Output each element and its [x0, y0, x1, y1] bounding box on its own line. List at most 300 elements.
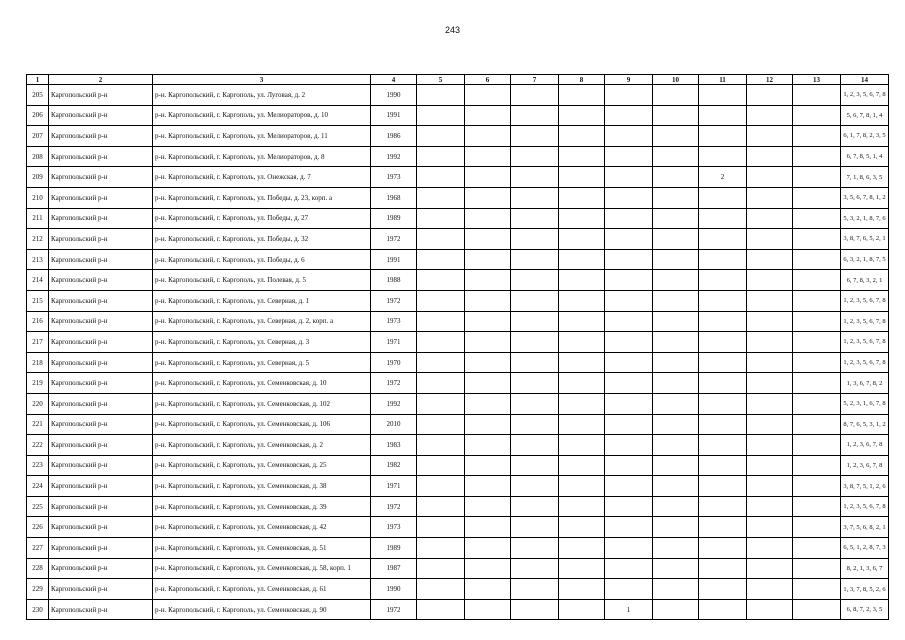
cell-8: [559, 558, 605, 579]
cell-5: [417, 229, 465, 250]
row-number: 210: [27, 187, 49, 208]
cell-12: [747, 105, 793, 126]
column-header-3: 3: [153, 75, 371, 85]
cell-10: [653, 208, 699, 229]
cell-11: [699, 290, 747, 311]
row-number: 205: [27, 85, 49, 106]
cell-7: [511, 187, 559, 208]
cell-7: [511, 558, 559, 579]
cell-12: [747, 187, 793, 208]
cell-13: [793, 538, 841, 559]
table-body: [27, 85, 889, 620]
year-cell: 1971: [371, 332, 417, 353]
cell-7: [511, 290, 559, 311]
cell-11: [699, 435, 747, 456]
table-row: [27, 476, 889, 497]
cell-14: 1, 3, 7, 8, 5, 2, 6: [841, 579, 889, 600]
cell-14: 7, 1, 8, 6, 3, 5: [841, 167, 889, 188]
year-cell: 1986: [371, 126, 417, 147]
address-cell: р-н. Каргопольский, г. Каргополь, ул. Семенковская, д. 10: [153, 373, 371, 394]
cell-5: [417, 414, 465, 435]
cell-10: [653, 249, 699, 270]
cell-9: [605, 373, 653, 394]
cell-9: [605, 455, 653, 476]
cell-14: 3, 8, 7, 5, 1, 2, 6: [841, 476, 889, 497]
cell-9: [605, 126, 653, 147]
year-cell: 1991: [371, 249, 417, 270]
cell-11: [699, 249, 747, 270]
table-row: [27, 352, 889, 373]
cell-7: [511, 332, 559, 353]
cell-8: [559, 599, 605, 620]
district-cell: Каргопольский р-н: [49, 208, 153, 229]
table-row: [27, 126, 889, 147]
table-row: [27, 455, 889, 476]
address-cell: р-н. Каргопольский, г. Каргополь, ул. Мелиораторов, д. 8: [153, 146, 371, 167]
cell-10: [653, 146, 699, 167]
cell-12: [747, 270, 793, 291]
cell-11: [699, 496, 747, 517]
cell-14: 6, 1, 7, 8, 2, 3, 5: [841, 126, 889, 147]
column-header-10: 10: [653, 75, 699, 85]
year-cell: 1990: [371, 85, 417, 106]
cell-13: [793, 599, 841, 620]
address-cell: р-н. Каргопольский, г. Каргополь, ул. Северная, д. 3: [153, 332, 371, 353]
cell-12: [747, 352, 793, 373]
cell-8: [559, 332, 605, 353]
cell-11: [699, 517, 747, 538]
cell-11: [699, 208, 747, 229]
district-cell: Каргопольский р-н: [49, 146, 153, 167]
cell-11: [699, 373, 747, 394]
cell-12: [747, 249, 793, 270]
cell-5: [417, 393, 465, 414]
row-number: 215: [27, 290, 49, 311]
cell-8: [559, 146, 605, 167]
cell-11: [699, 229, 747, 250]
cell-9: [605, 105, 653, 126]
address-cell: р-н. Каргопольский, г. Каргополь, ул. Победы, д. 32: [153, 229, 371, 250]
cell-9: [605, 496, 653, 517]
district-cell: Каргопольский р-н: [49, 290, 153, 311]
row-number: 220: [27, 393, 49, 414]
cell-12: [747, 558, 793, 579]
cell-8: [559, 85, 605, 106]
row-number: 221: [27, 414, 49, 435]
address-cell: р-н. Каргопольский, г. Каргополь, ул. Семенковская, д. 61: [153, 579, 371, 600]
cell-13: [793, 558, 841, 579]
row-number: 213: [27, 249, 49, 270]
cell-10: [653, 105, 699, 126]
row-number: 219: [27, 373, 49, 394]
year-cell: 1972: [371, 599, 417, 620]
cell-10: [653, 373, 699, 394]
district-cell: Каргопольский р-н: [49, 435, 153, 456]
cell-6: [465, 538, 511, 559]
cell-14: 6, 7, 8, 3, 2, 1: [841, 270, 889, 291]
table-row: [27, 332, 889, 353]
cell-13: [793, 393, 841, 414]
cell-5: [417, 496, 465, 517]
cell-10: [653, 290, 699, 311]
address-cell: р-н. Каргопольский, г. Каргополь, ул. Северная, д. 1: [153, 290, 371, 311]
cell-10: [653, 167, 699, 188]
cell-10: [653, 538, 699, 559]
cell-10: [653, 455, 699, 476]
cell-7: [511, 373, 559, 394]
cell-13: [793, 414, 841, 435]
cell-7: [511, 229, 559, 250]
cell-13: [793, 373, 841, 394]
cell-6: [465, 558, 511, 579]
cell-11: [699, 332, 747, 353]
year-cell: 1988: [371, 270, 417, 291]
cell-9: [605, 85, 653, 106]
address-cell: р-н. Каргопольский, г. Каргополь, ул. Северная, д. 2, корп. а: [153, 311, 371, 332]
cell-6: [465, 270, 511, 291]
cell-5: [417, 187, 465, 208]
column-header-6: 6: [465, 75, 511, 85]
cell-9: [605, 579, 653, 600]
cell-7: [511, 455, 559, 476]
cell-7: [511, 435, 559, 456]
district-cell: Каргопольский р-н: [49, 105, 153, 126]
year-cell: 1973: [371, 167, 417, 188]
district-cell: Каргопольский р-н: [49, 249, 153, 270]
row-number: 228: [27, 558, 49, 579]
cell-6: [465, 517, 511, 538]
cell-10: [653, 414, 699, 435]
district-cell: Каргопольский р-н: [49, 311, 153, 332]
column-header-12: 12: [747, 75, 793, 85]
district-cell: Каргопольский р-н: [49, 496, 153, 517]
district-cell: Каргопольский р-н: [49, 229, 153, 250]
cell-8: [559, 579, 605, 600]
table-row: [27, 85, 889, 106]
row-number: 226: [27, 517, 49, 538]
cell-12: [747, 579, 793, 600]
cell-12: [747, 332, 793, 353]
cell-13: [793, 332, 841, 353]
cell-14: 6, 8, 7, 2, 3, 5: [841, 599, 889, 620]
address-cell: р-н. Каргопольский, г. Каргополь, ул. Семенковская, д. 2: [153, 435, 371, 456]
cell-8: [559, 393, 605, 414]
cell-13: [793, 229, 841, 250]
cell-7: [511, 146, 559, 167]
cell-12: [747, 373, 793, 394]
cell-6: [465, 332, 511, 353]
address-cell: р-н. Каргопольский, г. Каргополь, ул. Онежская, д. 7: [153, 167, 371, 188]
cell-10: [653, 579, 699, 600]
year-cell: 1989: [371, 208, 417, 229]
address-cell: р-н. Каргопольский, г. Каргополь, ул. Победы, д. 6: [153, 249, 371, 270]
year-cell: 1992: [371, 393, 417, 414]
cell-13: [793, 270, 841, 291]
cell-13: [793, 167, 841, 188]
cell-11: 2: [699, 167, 747, 188]
district-cell: Каргопольский р-н: [49, 455, 153, 476]
cell-8: [559, 517, 605, 538]
cell-12: [747, 476, 793, 497]
district-cell: Каргопольский р-н: [49, 579, 153, 600]
year-cell: 1972: [371, 229, 417, 250]
cell-14: 8, 2, 1, 3, 6, 7: [841, 558, 889, 579]
district-cell: Каргопольский р-н: [49, 270, 153, 291]
cell-6: [465, 126, 511, 147]
cell-8: [559, 455, 605, 476]
district-cell: Каргопольский р-н: [49, 373, 153, 394]
cell-7: [511, 352, 559, 373]
cell-8: [559, 290, 605, 311]
cell-6: [465, 146, 511, 167]
row-number: 224: [27, 476, 49, 497]
cell-6: [465, 105, 511, 126]
cell-8: [559, 208, 605, 229]
column-header-11: 11: [699, 75, 747, 85]
cell-9: [605, 187, 653, 208]
cell-12: [747, 290, 793, 311]
cell-9: [605, 538, 653, 559]
cell-14: 3, 5, 6, 7, 8, 1, 2: [841, 187, 889, 208]
cell-7: [511, 311, 559, 332]
table-row: [27, 599, 889, 620]
cell-6: [465, 352, 511, 373]
cell-5: [417, 517, 465, 538]
cell-11: [699, 270, 747, 291]
cell-10: [653, 352, 699, 373]
page-number: 243: [444, 25, 461, 35]
cell-6: [465, 373, 511, 394]
address-cell: р-н. Каргопольский, г. Каргополь, ул. Северная, д. 5: [153, 352, 371, 373]
cell-13: [793, 249, 841, 270]
address-cell: р-н. Каргопольский, г. Каргополь, ул. Победы, д. 27: [153, 208, 371, 229]
cell-6: [465, 599, 511, 620]
cell-7: [511, 476, 559, 497]
cell-9: [605, 270, 653, 291]
cell-6: [465, 393, 511, 414]
cell-5: [417, 208, 465, 229]
row-number: 223: [27, 455, 49, 476]
year-cell: 1991: [371, 105, 417, 126]
cell-12: [747, 167, 793, 188]
cell-14: 5, 3, 2, 1, 8, 7, 6: [841, 208, 889, 229]
cell-12: [747, 311, 793, 332]
column-header-2: 2: [49, 75, 153, 85]
cell-11: [699, 146, 747, 167]
row-number: 225: [27, 496, 49, 517]
cell-5: [417, 558, 465, 579]
cell-9: [605, 167, 653, 188]
district-cell: Каргопольский р-н: [49, 599, 153, 620]
row-number: 206: [27, 105, 49, 126]
year-cell: 2010: [371, 414, 417, 435]
cell-7: [511, 414, 559, 435]
table-row: [27, 517, 889, 538]
cell-7: [511, 393, 559, 414]
year-cell: 1973: [371, 517, 417, 538]
cell-14: 1, 3, 6, 7, 8, 2: [841, 373, 889, 394]
table-row: [27, 373, 889, 394]
cell-9: [605, 393, 653, 414]
district-cell: Каргопольский р-н: [49, 538, 153, 559]
row-number: 222: [27, 435, 49, 456]
row-number: 229: [27, 579, 49, 600]
cell-6: [465, 167, 511, 188]
cell-8: [559, 538, 605, 559]
cell-5: [417, 249, 465, 270]
cell-12: [747, 496, 793, 517]
cell-8: [559, 229, 605, 250]
cell-6: [465, 187, 511, 208]
cell-13: [793, 187, 841, 208]
cell-9: [605, 558, 653, 579]
cell-5: [417, 85, 465, 106]
cell-8: [559, 435, 605, 456]
cell-8: [559, 249, 605, 270]
cell-7: [511, 167, 559, 188]
cell-6: [465, 311, 511, 332]
cell-8: [559, 105, 605, 126]
table-row: [27, 105, 889, 126]
cell-12: [747, 393, 793, 414]
cell-9: [605, 311, 653, 332]
address-cell: р-н. Каргопольский, г. Каргополь, ул. Семенковская, д. 51: [153, 538, 371, 559]
district-cell: Каргопольский р-н: [49, 414, 153, 435]
cell-9: [605, 208, 653, 229]
row-number: 209: [27, 167, 49, 188]
column-header-7: 7: [511, 75, 559, 85]
cell-5: [417, 435, 465, 456]
cell-14: 6, 3, 2, 1, 8, 7, 5: [841, 249, 889, 270]
cell-5: [417, 146, 465, 167]
district-cell: Каргопольский р-н: [49, 517, 153, 538]
cell-11: [699, 476, 747, 497]
table-row: [27, 435, 889, 456]
district-cell: Каргопольский р-н: [49, 167, 153, 188]
cell-10: [653, 393, 699, 414]
address-cell: р-н. Каргопольский, г. Каргополь, ул. Семенковская, д. 25: [153, 455, 371, 476]
row-number: 227: [27, 538, 49, 559]
cell-10: [653, 187, 699, 208]
cell-11: [699, 352, 747, 373]
cell-10: [653, 496, 699, 517]
cell-7: [511, 538, 559, 559]
column-header-8: 8: [559, 75, 605, 85]
address-cell: р-н. Каргопольский, г. Каргополь, ул. Семенковская, д. 58, корп. 1: [153, 558, 371, 579]
column-header-5: 5: [417, 75, 465, 85]
cell-9: [605, 414, 653, 435]
table-row: [27, 229, 889, 250]
cell-6: [465, 414, 511, 435]
year-cell: 1982: [371, 455, 417, 476]
address-cell: р-н. Каргопольский, г. Каргополь, ул. Семенковская, д. 90: [153, 599, 371, 620]
cell-5: [417, 373, 465, 394]
table-row: [27, 579, 889, 600]
row-number: 208: [27, 146, 49, 167]
district-cell: Каргопольский р-н: [49, 332, 153, 353]
cell-11: [699, 393, 747, 414]
cell-11: [699, 85, 747, 106]
cell-6: [465, 249, 511, 270]
cell-14: 1, 2, 3, 5, 6, 7, 8: [841, 332, 889, 353]
cell-14: 3, 8, 7, 6, 5, 2, 1: [841, 229, 889, 250]
cell-14: 1, 2, 3, 5, 6, 7, 8: [841, 311, 889, 332]
cell-13: [793, 208, 841, 229]
cell-13: [793, 455, 841, 476]
table-row: [27, 414, 889, 435]
year-cell: 1968: [371, 187, 417, 208]
cell-9: [605, 249, 653, 270]
district-cell: Каргопольский р-н: [49, 126, 153, 147]
cell-13: [793, 517, 841, 538]
cell-5: [417, 167, 465, 188]
cell-7: [511, 208, 559, 229]
year-cell: 1972: [371, 496, 417, 517]
cell-9: [605, 476, 653, 497]
cell-6: [465, 208, 511, 229]
year-cell: 1973: [371, 311, 417, 332]
cell-6: [465, 455, 511, 476]
cell-6: [465, 290, 511, 311]
cell-10: [653, 476, 699, 497]
cell-14: 1, 2, 3, 5, 6, 7, 8: [841, 85, 889, 106]
cell-13: [793, 311, 841, 332]
cell-8: [559, 414, 605, 435]
address-cell: р-н. Каргопольский, г. Каргополь, ул. Победы, д. 23, корп. а: [153, 187, 371, 208]
cell-8: [559, 167, 605, 188]
cell-5: [417, 105, 465, 126]
cell-9: 1: [605, 599, 653, 620]
cell-13: [793, 126, 841, 147]
cell-12: [747, 538, 793, 559]
cell-14: 1, 2, 3, 6, 7, 8: [841, 455, 889, 476]
cell-7: [511, 270, 559, 291]
cell-6: [465, 476, 511, 497]
cell-9: [605, 517, 653, 538]
cell-5: [417, 311, 465, 332]
cell-12: [747, 599, 793, 620]
cell-8: [559, 373, 605, 394]
table-row: [27, 290, 889, 311]
cell-7: [511, 496, 559, 517]
cell-5: [417, 476, 465, 497]
cell-5: [417, 270, 465, 291]
cell-11: [699, 126, 747, 147]
row-number: 214: [27, 270, 49, 291]
cell-7: [511, 579, 559, 600]
cell-6: [465, 496, 511, 517]
column-header-1: 1: [27, 75, 49, 85]
table-row: [27, 208, 889, 229]
cell-11: [699, 579, 747, 600]
table-row: [27, 167, 889, 188]
cell-9: [605, 352, 653, 373]
table-row: [27, 146, 889, 167]
cell-10: [653, 332, 699, 353]
cell-6: [465, 229, 511, 250]
cell-13: [793, 579, 841, 600]
cell-5: [417, 538, 465, 559]
housing-table: [26, 74, 889, 620]
cell-11: [699, 311, 747, 332]
cell-6: [465, 579, 511, 600]
year-cell: 1990: [371, 579, 417, 600]
cell-11: [699, 187, 747, 208]
cell-7: [511, 105, 559, 126]
cell-13: [793, 105, 841, 126]
cell-10: [653, 126, 699, 147]
cell-8: [559, 311, 605, 332]
